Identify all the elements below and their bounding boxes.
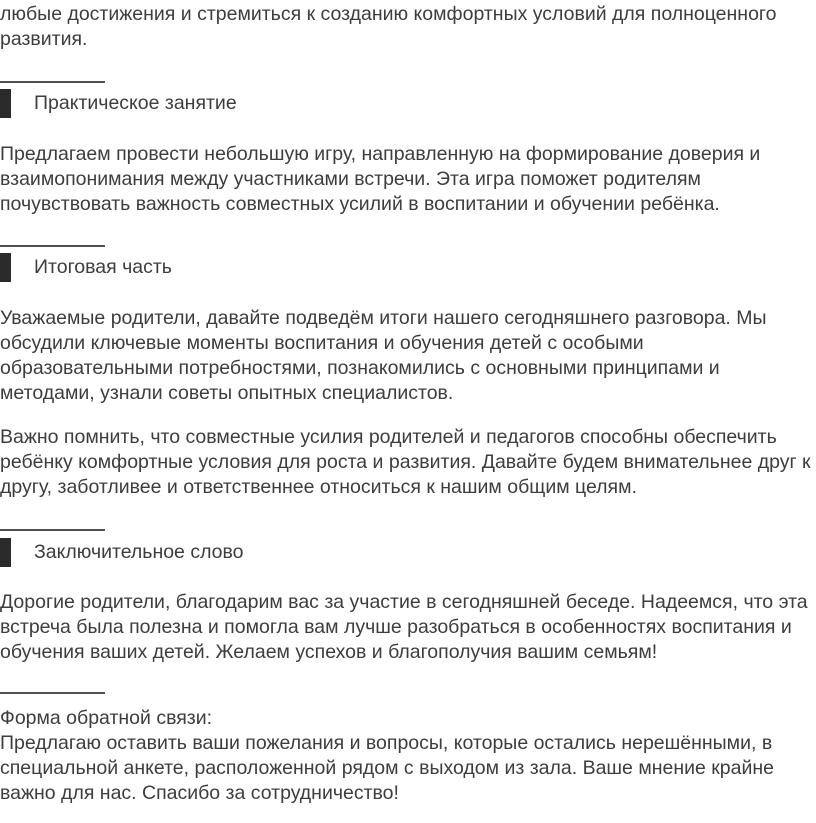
paragraph: Дорогие родители, благодарим вас за участие в сегодняшней беседе. Надеемся, что эта встреча была полезна и помогла вам лучше разобраться в особенностях воспитания и обучения ваших детей. Желаем успехов и благополучия вашим семьям! — [0, 591, 808, 663]
paragraph: Предлагаю оставить ваши пожелания и вопросы, которые остались нерешёнными, в специальной анкете, расположенной рядом с выходом из зала. Ваше мнение крайне важно для нас. Спасибо за сотрудничество! — [0, 732, 774, 804]
heading-marker-bar — [0, 253, 11, 282]
feedback-form-label: Форма обратной связи: — [0, 707, 213, 729]
section-divider — [0, 692, 105, 694]
paragraph: любые достижения и стремиться к созданию комфортных условий для полноценного развития. — [0, 3, 777, 50]
paragraph: Предлагаем провести небольшую игру, направленную на формирование доверия и взаимопонимания между участниками встречи. Эта игра поможет родителям почувствовать важность совместных усилий в воспитании и обучении ребёнка. — [0, 143, 761, 215]
heading-marker-bar — [0, 538, 11, 567]
heading-marker-bar — [0, 89, 11, 118]
section-heading-label: Практическое занятие — [34, 92, 237, 114]
section-divider — [0, 245, 105, 247]
section-heading — [0, 89, 816, 118]
section-divider — [0, 529, 105, 531]
section-heading — [0, 253, 816, 282]
section-heading-label: Итоговая часть — [34, 256, 172, 278]
paragraph: Уважаемые родители, давайте подведём итоги нашего сегодняшнего разговора. Мы обсудили ключевые моменты воспитания и обучения детей с особыми образовательными потребностями, познакомились с основными принципами и методами, узнали советы опытных специалистов. — [0, 307, 767, 404]
paragraph: Важно помнить, что совместные усилия родителей и педагогов способны обеспечить ребёнку комфортные условия для роста и развития. Давайте будем внимательнее друг к другу, заботливее и ответственнее относиться к нашим общим целям. — [0, 426, 811, 498]
section-heading-label: Заключительное слово — [34, 541, 244, 563]
section-heading — [0, 538, 816, 567]
section-divider — [0, 81, 105, 83]
